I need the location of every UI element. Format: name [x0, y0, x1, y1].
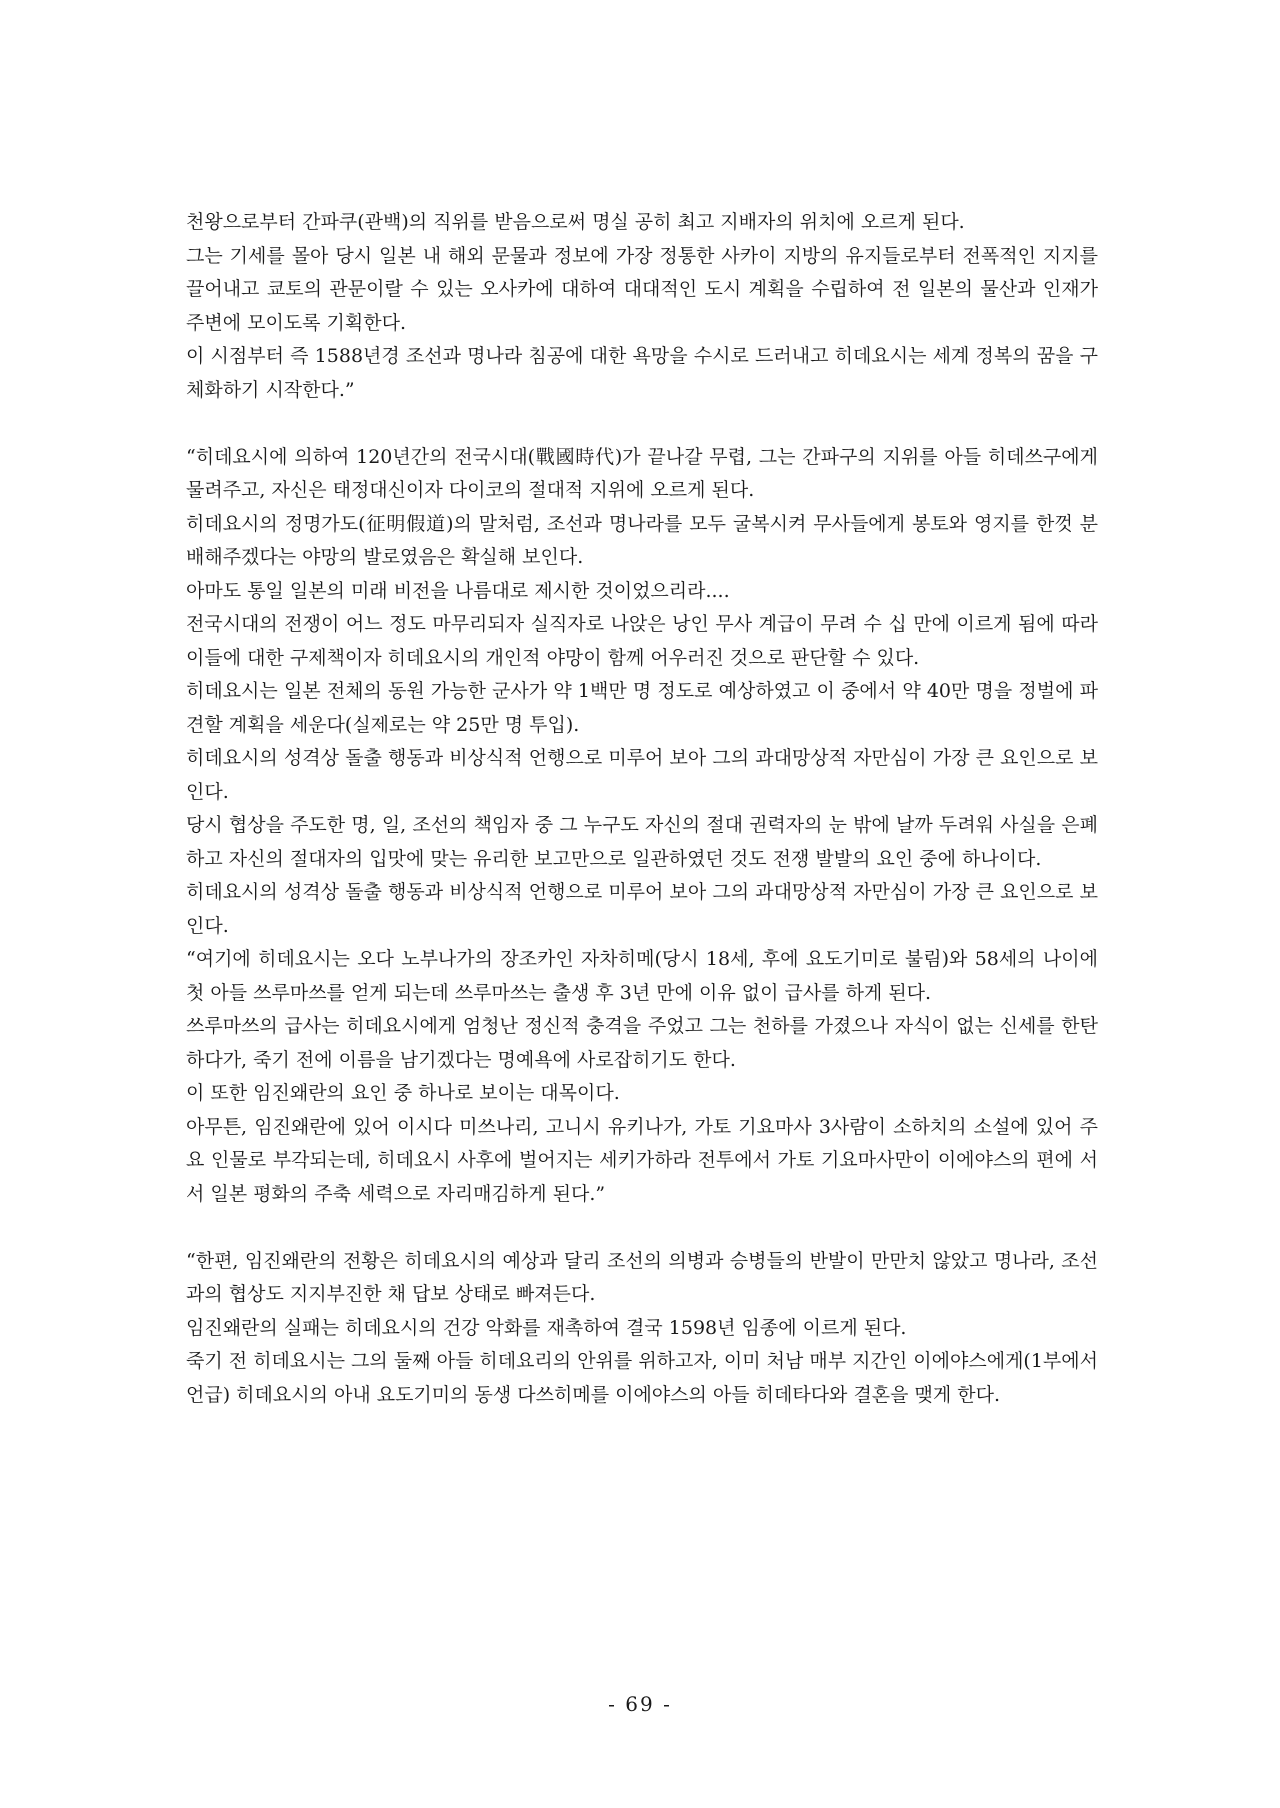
- paragraph: 히데요시의 성격상 돌출 행동과 비상식적 언행으로 미루어 보아 그의 과대망상적 자만심이 가장 큰 요인으로 보인다.: [186, 881, 1098, 937]
- body-text: [186, 206, 1098, 1412]
- paragraph: 죽기 전 히데요시는 그의 둘째 아들 히데요리의 안위를 위하고자, 이미 처남 매부 지간인 이에야스에게(1부에서 언급) 히데요시의 아내 요도기미의 동생 다쓰히메를 이에야스의 아들 히데타다와 결혼을 맺게 한다.: [186, 1350, 1098, 1406]
- paragraph: “히데요시에 의하여 120년간의 전국시대(戰國時代)가 끝나갈 무렵, 그는 간파구의 지위를 아들 히데쓰구에게 물려주고, 자신은 태정대신이자 다이코의 절대적 지위에 오르게 된다.: [186, 445, 1098, 501]
- paragraph: 히데요시의 정명가도(征明假道)의 말처럼, 조선과 명나라를 모두 굴복시켜 무사들에게 봉토와 영지를 한껏 분배해주겠다는 야망의 발로였음은 확실해 보인다.: [186, 512, 1098, 568]
- paragraph: 이 또한 임진왜란의 요인 중 하나로 보이는 대목이다.: [186, 1082, 620, 1104]
- paragraph: 히데요시는 일본 전체의 동원 가능한 군사가 약 1백만 명 정도로 예상하였고 이 중에서 약 40만 명을 정벌에 파견할 계획을 세운다(실제로는 약 25만 명 투입).: [186, 680, 1098, 736]
- paragraph: 히데요시의 성격상 돌출 행동과 비상식적 언행으로 미루어 보아 그의 과대망상적 자만심이 가장 큰 요인으로 보인다.: [186, 747, 1098, 803]
- paragraph-gap: [186, 1211, 1098, 1245]
- paragraph: 이 시점부터 즉 1588년경 조선과 명나라 침공에 대한 욕망을 수시로 드러내고 히데요시는 세계 정복의 꿈을 구체화하기 시작한다.”: [186, 345, 1098, 401]
- paragraph: 아마도 통일 일본의 미래 비전을 나름대로 제시한 것이었으리라....: [186, 579, 730, 602]
- paragraph: 임진왜란의 실패는 히데요시의 건강 악화를 재촉하여 결국 1598년 임종에 이르게 된다.: [186, 1316, 907, 1339]
- paragraph: 천왕으로부터 간파쿠(관백)의 직위를 받음으로써 명실 공히 최고 지배자의 위치에 오르게 된다.: [186, 211, 965, 233]
- paragraph: 쓰루마쓰의 급사는 히데요시에게 엄청난 정신적 충격을 주었고 그는 천하를 가졌으나 자식이 없는 신세를 한탄하다가, 죽기 전에 이름을 남기겠다는 명예욕에 사로잡히기도 한다.: [186, 1015, 1098, 1071]
- paragraph: “한편, 임진왜란의 전황은 히데요시의 예상과 달리 조선의 의병과 승병들의 반발이 만만치 않았고 명나라, 조선과의 협상도 지지부진한 채 답보 상태로 빠져든다.: [186, 1249, 1098, 1305]
- paragraph: 전국시대의 전쟁이 어느 정도 마무리되자 실직자로 나앉은 낭인 무사 계급이 무려 수 십 만에 이르게 됨에 따라 이들에 대한 구제책이자 히데요시의 개인적 야망이 함께 어우러진 것으로 판단할 수 있다.: [186, 613, 1098, 669]
- paragraph: “여기에 히데요시는 오다 노부나가의 장조카인 자차히메(당시 18세, 후에 요도기미로 불림)와 58세의 나이에 첫 아들 쓰루마쓰를 얻게 되는데 쓰루마쓰는 출생 후 3년 만에 이유 없이 급사를 하게 된다.: [186, 948, 1098, 1004]
- paragraph: 당시 협상을 주도한 명, 일, 조선의 책임자 중 그 누구도 자신의 절대 권력자의 눈 밖에 날까 두려워 사실을 은폐하고 자신의 절대자의 입맛에 맞는 유리한 보고만으로 일관하였던 것도 전쟁 발발의 요인 중에 하나이다.: [186, 814, 1098, 870]
- paragraph: 아무튼, 임진왜란에 있어 이시다 미쓰나리, 고니시 유키나가, 가토 기요마사 3사람이 소하치의 소설에 있어 주요 인물로 부각되는데, 히데요시 사후에 벌어지는 세키가하라 전투에서 가토 기요마사만이 이에야스의 편에 서서 일본 평화의 주축 세력으로 자리매김하게 된다.”: [186, 1115, 1098, 1205]
- paragraph-gap: [186, 407, 1098, 441]
- page-number: - 69 -: [608, 1692, 672, 1716]
- paragraph: 그는 기세를 몰아 당시 일본 내 해외 문물과 정보에 가장 정통한 사카이 지방의 유지들로부터 전폭적인 지지를 끌어내고 쿄토의 관문이랄 수 있는 오사카에 대하여 대대적인 도시 계획을 수립하여 전 일본의 물산과 인재가 주변에 모이도록 기획한다.: [186, 244, 1098, 334]
